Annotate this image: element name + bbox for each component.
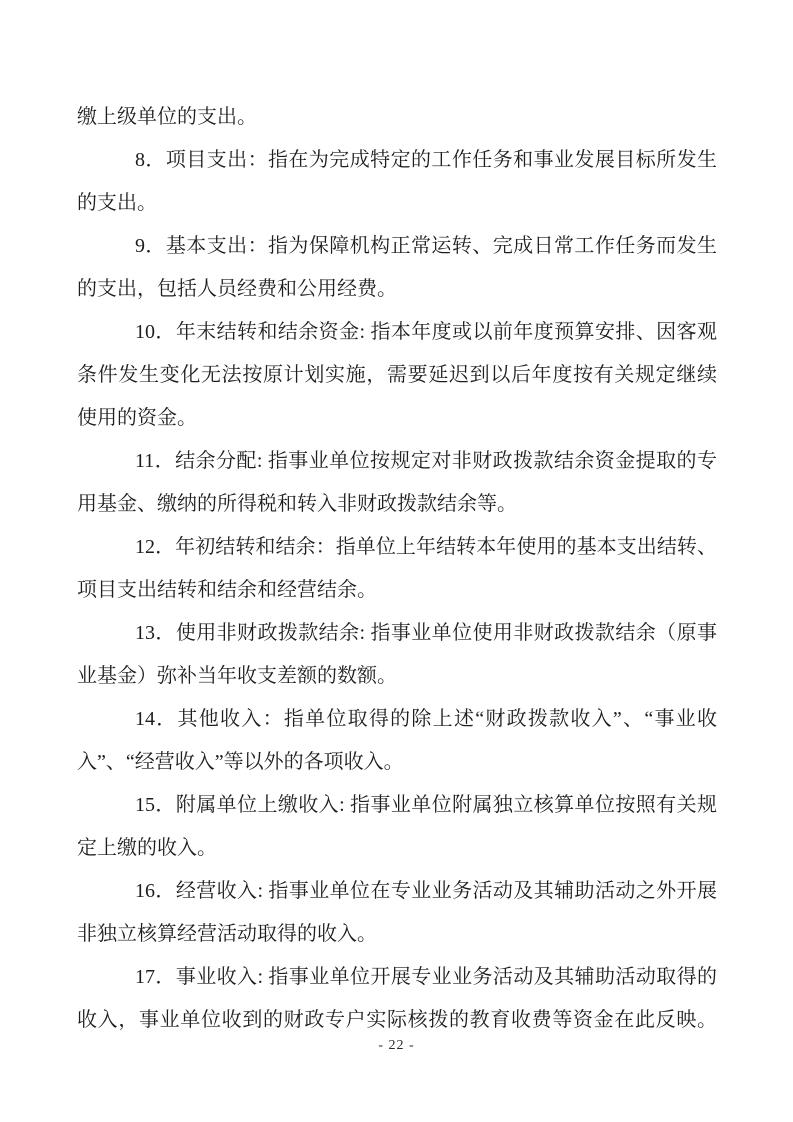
text-line: 12．年初结转和结余：指单位上年结转本年使用的基本支出结转、 xyxy=(135,536,717,558)
text-line: 8．项目支出：指在为完成特定的工作任务和事业发展目标所发生 xyxy=(135,149,717,171)
text-line: 收入，事业单位收到的财政专户实际核拨的教育收费等资金在此反映。 xyxy=(77,1009,717,1031)
text-line: 的支出，包括人员经费和公用经费。 xyxy=(77,278,397,300)
text-line: 非独立核算经营活动取得的收入。 xyxy=(77,923,377,945)
page-number: - 22 - xyxy=(378,1038,415,1053)
text-line: 入”、“经营收入”等以外的各项收入。 xyxy=(77,751,404,773)
text-line: 定上缴的收入。 xyxy=(77,837,217,859)
text-line: 13．使用非财政拨款结余: 指事业单位使用非财政拨款结余（原事 xyxy=(135,622,717,644)
text-line: 16．经营收入: 指事业单位在专业业务活动及其辅助活动之外开展 xyxy=(135,880,717,902)
document-body xyxy=(77,96,717,1042)
text-line: 14．其他收入：指单位取得的除上述“财政拨款收入”、“事业收 xyxy=(135,708,717,730)
text-line: 的支出。 xyxy=(77,192,157,214)
text-line: 15．附属单位上缴收入: 指事业单位附属独立核算单位按照有关规 xyxy=(135,794,717,816)
text-line: 9．基本支出：指为保障机构正常运转、完成日常工作任务而发生 xyxy=(135,235,717,257)
text-line: 11．结余分配: 指事业单位按规定对非财政拨款结余资金提取的专 xyxy=(135,450,717,472)
text-line: 缴上级单位的支出。 xyxy=(77,106,257,128)
text-line: 10．年末结转和结余资金: 指本年度或以前年度预算安排、因客观 xyxy=(135,321,717,343)
text-line: 使用的资金。 xyxy=(77,407,197,429)
text-line: 用基金、缴纳的所得税和转入非财政拨款结余等。 xyxy=(77,493,517,515)
text-line: 17．事业收入: 指事业单位开展专业业务活动及其辅助活动取得的 xyxy=(135,966,717,988)
text-line: 项目支出结转和结余和经营结余。 xyxy=(77,579,377,601)
text-line: 业基金）弥补当年收支差额的数额。 xyxy=(77,665,397,687)
text-line: 条件发生变化无法按原计划实施，需要延迟到以后年度按有关规定继续 xyxy=(77,364,717,386)
